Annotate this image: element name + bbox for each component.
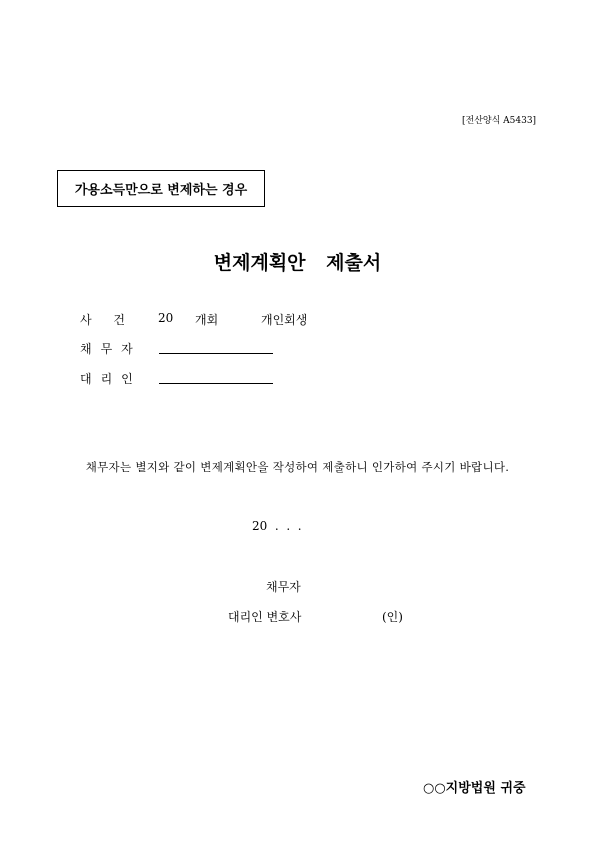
date-line: 20 . . . — [252, 519, 302, 533]
agent-label: 대리인 — [80, 372, 142, 386]
court-addressee: ○○지방법원 귀중 — [423, 781, 526, 796]
case-kind: 개인회생 — [261, 313, 308, 327]
category-box-text: 가용소득만으로 변제하는 경우 — [74, 183, 248, 198]
case-type: 개회 — [195, 313, 219, 327]
agent-name-line — [159, 383, 273, 384]
debtor-name-line — [159, 353, 273, 354]
request-text: 채무자는 별지와 같이 변제계획안을 작성하여 제출하니 인가하여 주시기 바랍니다. — [85, 460, 510, 474]
category-box — [57, 170, 265, 207]
case-label: 사 건 — [80, 313, 134, 327]
document-title: 변제계획안 제출서 — [213, 252, 382, 274]
signature-debtor: 채무자 — [266, 580, 301, 594]
debtor-label: 채무자 — [80, 342, 142, 356]
signature-attorney: 대리인 변호사 — [228, 610, 302, 624]
seal-mark: (인) — [382, 610, 403, 624]
form-code-label: [전산양식 A5433] — [462, 116, 537, 126]
case-year: 20 — [158, 311, 174, 325]
